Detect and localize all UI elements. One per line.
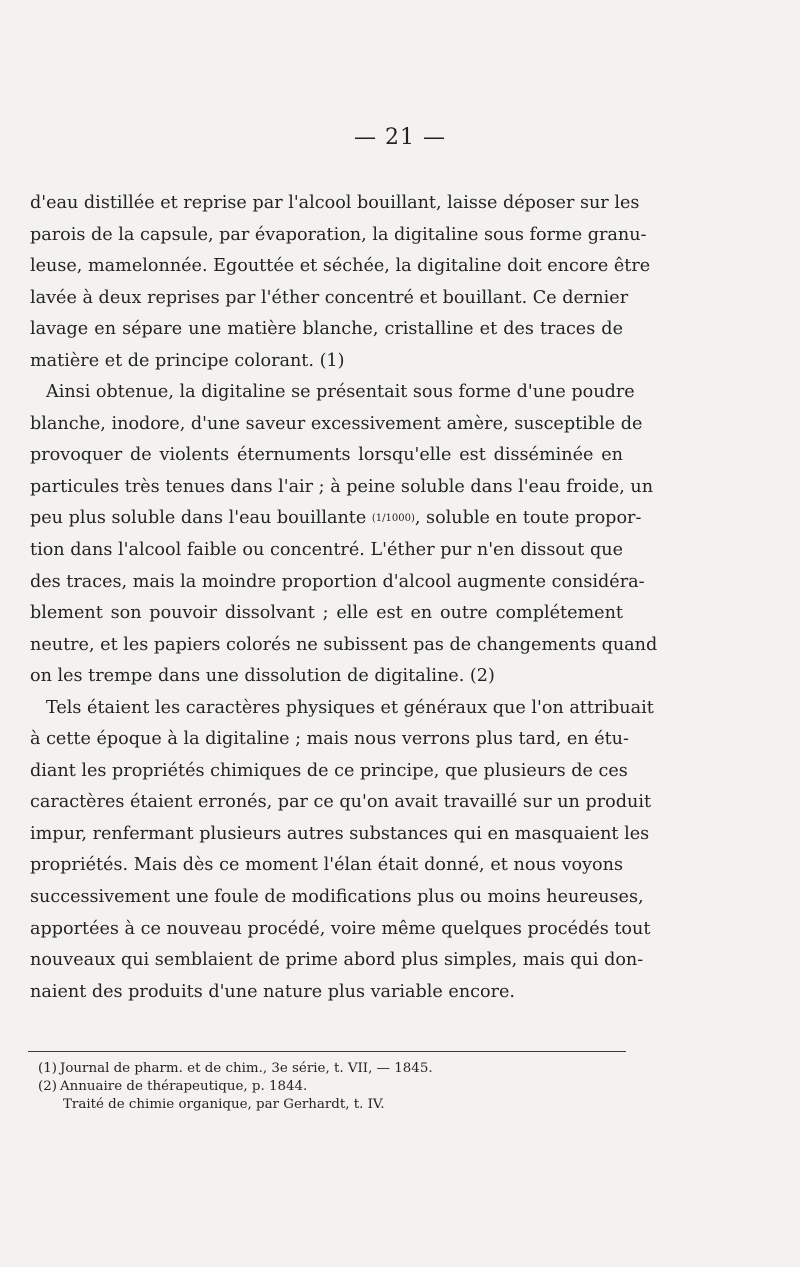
- footnote: [38, 1060, 598, 1078]
- text-line: impur, renfermant plusieurs autres substances qui en masquaient les: [30, 823, 650, 844]
- text-line-with-fraction: [30, 503, 642, 535]
- text-line: leuse, mamelonnée. Egouttée et séchée, la digitaline doit encore être: [30, 256, 651, 277]
- text-line: Tels étaient les caractères physiques et généraux que l'on attribuait: [46, 697, 654, 718]
- fraction: (1/1000): [371, 513, 415, 525]
- footnote-mark: (1): [38, 1061, 57, 1076]
- text-line: particules très tenues dans l'air ; à peine soluble dans l'eau froide, un: [30, 476, 654, 497]
- text-line: Ainsi obtenue, la digitaline se présentait sous forme d'une poudre: [46, 382, 635, 403]
- text-segment: peu plus soluble dans l'eau bouillante: [30, 508, 367, 529]
- page-number: — 21 —: [354, 125, 446, 150]
- text-line: caractères étaient erronés, par ce qu'on avait travaillé sur un produit: [30, 792, 652, 813]
- footnote-text: Annuaire de thérapeutique, p. 1844.: [60, 1079, 308, 1094]
- text-line: lavage en sépare une matière blanche, cristalline et des traces de: [30, 319, 623, 340]
- text-line: diant les propriétés chimiques de ce principe, que plusieurs de ces: [30, 760, 628, 781]
- footnote-mark: (2): [38, 1079, 57, 1094]
- text-line: parois de la capsule, par évaporation, la digitaline sous forme granu-: [30, 224, 647, 245]
- text-line: propriétés. Mais dès ce moment l'élan était donné, et nous voyons: [30, 855, 623, 876]
- text-line: blement son pouvoir dissolvant ; elle est en outre complétement: [30, 603, 623, 624]
- text-line: on les trempe dans une dissolution de digitaline. (2): [30, 666, 495, 687]
- footnote: [38, 1078, 598, 1096]
- text-line: neutre, et les papiers colorés ne subissent pas de changements quand: [30, 634, 658, 655]
- footnote-divider: [28, 1051, 626, 1052]
- text-line: tion dans l'alcool faible ou concentré. L'éther pur n'en dissout que: [30, 540, 623, 561]
- text-line: apportées à ce nouveau procédé, voire même quelques procédés tout: [30, 918, 651, 939]
- text-line: naient des produits d'une nature plus variable encore.: [30, 981, 516, 1002]
- text-line: blanche, inodore, d'une saveur excessivement amère, susceptible de: [30, 413, 643, 434]
- text-segment: , soluble en toute propor-: [414, 508, 642, 529]
- text-line: successivement une foule de modifications plus ou moins heureuses,: [30, 887, 644, 908]
- text-line: lavée à deux reprises par l'éther concentré et bouillant. Ce dernier: [30, 287, 629, 308]
- footnote-text: Traité de chimie organique, par Gerhardt, t. IV.: [63, 1097, 385, 1112]
- text-line: matière et de principe colorant. (1): [30, 350, 345, 371]
- text-line: d'eau distillée et reprise par l'alcool bouillant, laisse déposer sur les: [30, 193, 640, 213]
- footnote: [38, 1096, 598, 1114]
- body-text: [30, 188, 658, 1008]
- footnotes: [38, 1060, 598, 1114]
- text-line: nouveaux qui semblaient de prime abord plus simples, mais qui don-: [30, 950, 644, 971]
- footnote-text: Journal de pharm. et de chim., 3e série, t. VII, — 1845.: [60, 1061, 433, 1076]
- text-line: des traces, mais la moindre proportion d'alcool augmente considéra-: [30, 571, 645, 592]
- text-line: à cette époque à la digitaline ; mais nous verrons plus tard, en étu-: [30, 729, 629, 750]
- text-line: provoquer de violents éternuments lorsqu'elle est disséminée en: [30, 445, 623, 466]
